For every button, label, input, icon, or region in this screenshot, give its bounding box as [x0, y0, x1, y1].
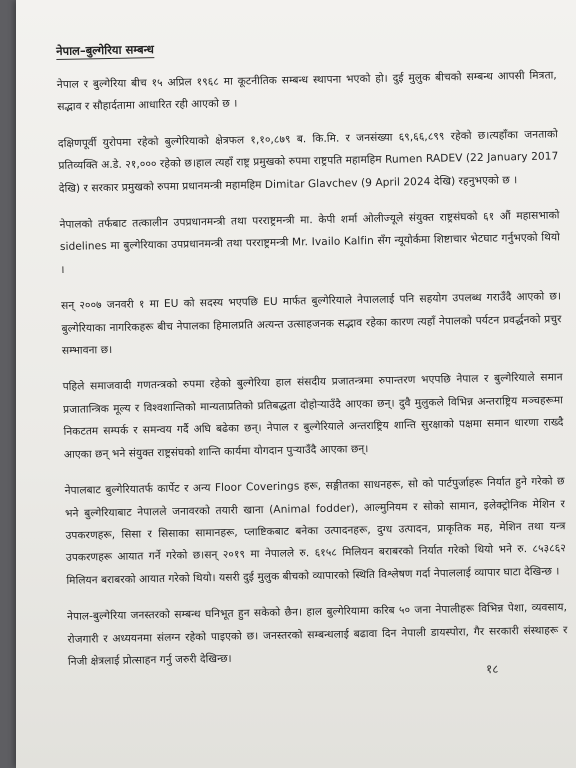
- document-page: [16, 0, 576, 768]
- paragraph-democratic-values: पहिले समाजवादी गणतन्त्रको रुपमा रहेको बुल्गेरिया हाल संसदीय प्रजातन्त्रमा रुपान्तरण भएपछि नेपाल र बुल्गेरियाले समान प्रजातान्त्रिक मूल्य र विश्वशान्तिको मान्यताप्रतिको प्रतिबद्धता दोहोऱ्याउँदै आएका छन्। दुवै मुलुकले विभिन्न अन्तराष्ट्रिय मञ्चहरूमा निकटतम सम्पर्क र समन्वय गर्दै अघि बढेका छन्। नेपाल र बुल्गेरियाले अन्तराष्ट्रिय शान्ति सुरक्षाको पक्षमा समान धारणा राख्दै आएका छन् भने संयुक्त राष्ट्रसंघको शान्ति कार्यमा योगदान पुऱ्याउँदै आएका छन्।: [62, 371, 564, 461]
- paragraph-trade: नेपालबाट बुल्गेरियातर्फ कार्पेट र अन्य Floor Coverings हरू, सङ्गीतका साधनहरू, सो को पार्टपुर्जाहरू निर्यात हुने गरेको छ भने बुल्गेरियाबाट नेपालले जनावरको तयारी खाना (Animal fodder), आल्मुनियम र सोको सामान, इलेक्ट्रोनिक मेशिन र उपकरणहरू, सिसा र सिसाका सामानहरू, प्लाष्टिकबाट बनेका उत्पादनहरू, दुग्ध उत्पादन, प्राकृतिक मह, मेशिन तथा यन्त्र उपकरणहरू आयात गर्ने गरेको छ।सन् २०१९ मा नेपालले रु. ६१५८ मिलियन बराबरको निर्यात गरेको थियो भने रु. ८५३८६२ मिलियन बराबरको आयात गरेको थियो। यसरी दुई मुलुक बीचको व्यापारको स्थिति विश्लेषण गर्दा नेपाललाई व्यापार घाटा देखिन्छ ।: [64, 475, 566, 587]
- paragraph-people-to-people: नेपाल-बुल्गेरिया जनस्तरको सम्बन्ध घनिभूत हुन सकेको छैन। हाल बुल्गेरियामा करिब ५० जना नेपालीहरू विभिन्न पेशा, व्यवसाय, रोजगारी र अध्ययनमा संलग्न रहेको पाइएको छ। जनस्तरको सम्बन्धलाई बढावा दिन नेपाली डायस्पोरा, गैर सरकारी संस्थाहरू र निजी क्षेत्रलाई प्रोत्साहन गर्नु जरुरी देखिन्छ।: [66, 601, 568, 668]
- document-body: [56, 30, 568, 687]
- paragraph-diplomatic-relations: नेपाल र बुल्गेरिया बीच १५ अप्रिल १९६८ मा कूटनीतिक सम्बन्ध स्थापना भएको हो। दुई मुलुक बीचको सम्बन्ध आपसी मित्रता, सद्भाव र सौहार्दतामा आधारित रही आएको छ ।: [56, 69, 557, 114]
- paragraph-high-level-meeting: नेपालको तर्फबाट तत्कालीन उपप्रधानमन्त्री तथा परराष्ट्रमन्त्री मा. केपी शर्मा ओलीज्यूले संयुक्त राष्ट्रसंघको ६१ औं महासभाको sidelines मा बुल्गेरियाका उपप्रधानमन्त्री तथा परराष्ट्रमन्त्री Mr. Ivailo Kalfin सँग न्यूयोर्कमा शिष्टाचार भेटघाट गर्नुभएको थियो ।: [59, 209, 561, 276]
- paragraph-eu-cooperation: सन् २००७ जनवरी १ मा EU को सदस्य भएपछि EU मार्फत बुल्गेरियाले नेपाललाई पनि सहयोग उपलब्ध गराउँदै आएको छ।बुल्गेरियाका नागरिकहरू बीच नेपालका हिमालप्रति अत्यन्त उत्साहजनक सद्भाव रहेका कारण त्यहाँ नेपालको पर्यटन प्रवर्द्धनको प्रचुर सम्भावना छ।: [60, 290, 562, 358]
- paragraph-country-profile: दक्षिणपूर्वी युरोपमा रहेको बुल्गेरियाको क्षेत्रफल १,१०,८७९ ब. कि.मि. र जनसंख्या ६९,६६,८९९ रहेको छ।त्यहाँका जनताको प्रतिव्यक्ति अ.डे. २१,००० रहेको छ।हाल त्यहाँ राष्ट्र प्रमुखको रुपमा राष्ट्रपति महामहिम Rumen RADEV (22 January 2017 देखि) र सरकार प्रमुखको रुपमा प्रधानमन्त्री महामहिम Dimitar Glavchev (9 April 2024 देखि) रहनुभएको छ ।: [57, 128, 559, 195]
- page-number: १८: [486, 662, 499, 676]
- page-title: नेपाल–बुल्गेरिया सम्बन्ध: [56, 42, 154, 58]
